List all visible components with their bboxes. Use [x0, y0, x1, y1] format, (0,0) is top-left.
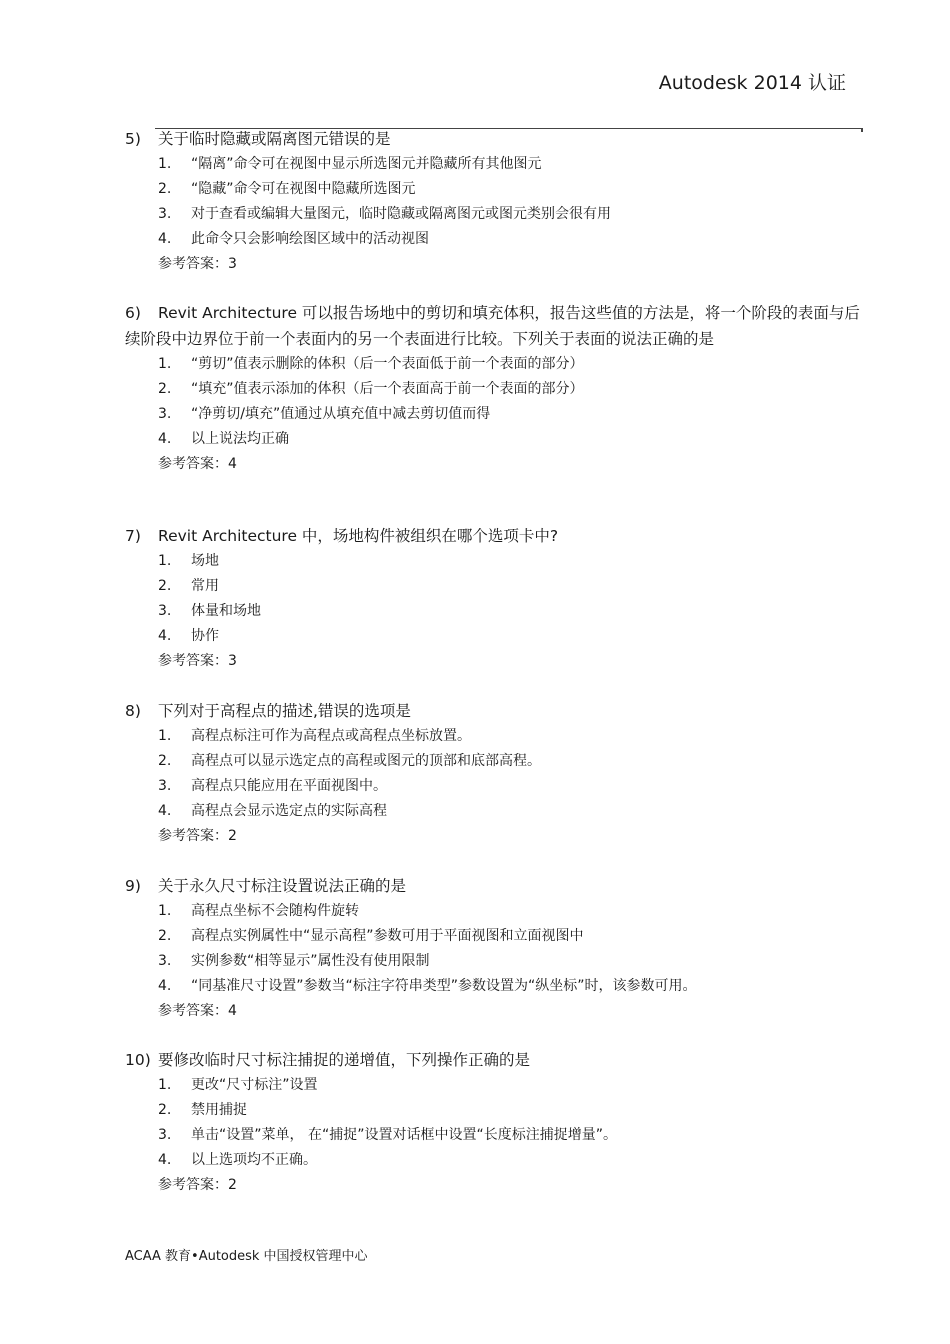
- option-item: [125, 202, 865, 227]
- option-list: [125, 724, 865, 824]
- reference-answer: 参考答案：3: [158, 653, 237, 669]
- option-number: 4.: [158, 978, 172, 994]
- question-text: 下列对于高程点的描述,错误的选项是: [158, 702, 411, 720]
- option-number: 1.: [158, 156, 172, 172]
- option-list: [125, 152, 865, 252]
- question-stem: [125, 300, 865, 352]
- option-number: 2.: [158, 753, 172, 769]
- option-item: [125, 1148, 865, 1173]
- option-text: 高程点可以显示选定点的高程或图元的顶部和底部高程。: [191, 753, 541, 769]
- option-number: 1.: [158, 728, 172, 744]
- option-item: [125, 427, 865, 452]
- option-list: [125, 352, 865, 452]
- option-item: [125, 1073, 865, 1098]
- option-number: 3.: [158, 778, 172, 794]
- option-item: [125, 177, 865, 202]
- option-item: [125, 799, 865, 824]
- option-text: “填充”值表示添加的体积（后一个表面高于前一个表面的部分）: [191, 381, 584, 397]
- question-text: 要修改临时尺寸标注捕捉的递增值，下列操作正确的是: [158, 1051, 531, 1069]
- question-text: Revit Architecture 可以报告场地中的剪切和填充体积，报告这些值的方法是，将一个阶段的表面与后续阶段中边界位于前一个表面内的另一个表面进行比较。下列关于表面的说法正确的是: [125, 304, 860, 348]
- option-text: 以上选项均不正确。: [191, 1152, 317, 1168]
- option-text: 常用: [191, 578, 219, 594]
- question-6: [125, 300, 865, 477]
- option-text: 对于查看或编辑大量图元，临时隐藏或隔离图元或图元类别会很有用: [191, 206, 611, 222]
- question-text: 关于临时隐藏或隔离图元错误的是: [158, 130, 391, 148]
- option-item: [125, 974, 865, 999]
- option-text: 场地: [191, 553, 219, 569]
- option-text: 高程点只能应用在平面视图中。: [191, 778, 387, 794]
- option-item: [125, 624, 865, 649]
- option-text: 高程点坐标不会随构件旋转: [191, 903, 359, 919]
- option-number: 2.: [158, 928, 172, 944]
- option-number: 3.: [158, 953, 172, 969]
- option-item: [125, 774, 865, 799]
- option-text: “隔离”命令可在视图中显示所选图元并隐藏所有其他图元: [191, 156, 542, 172]
- option-text: 体量和场地: [191, 603, 261, 619]
- question-7: [125, 523, 865, 674]
- option-number: 4.: [158, 1152, 172, 1168]
- option-number: 2.: [158, 1102, 172, 1118]
- option-text: “剪切”值表示删除的体积（后一个表面低于前一个表面的部分）: [191, 356, 584, 372]
- page-footer: ACAA 教育•Autodesk 中国授权管理中心: [125, 1249, 368, 1264]
- option-list: [125, 1073, 865, 1173]
- option-item: [125, 924, 865, 949]
- question-text: Revit Architecture 中，场地构件被组织在哪个选项卡中?: [158, 527, 559, 545]
- option-item: [125, 152, 865, 177]
- question-10: [125, 1047, 865, 1198]
- question-number: 10): [125, 1051, 151, 1069]
- question-number: 5): [125, 130, 141, 148]
- option-item: [125, 574, 865, 599]
- option-item: [125, 749, 865, 774]
- option-item: [125, 227, 865, 252]
- option-text: 此命令只会影响绘图区域中的活动视图: [191, 231, 429, 247]
- option-number: 3.: [158, 406, 172, 422]
- option-number: 4.: [158, 628, 172, 644]
- question-stem: [125, 698, 865, 724]
- option-number: 2.: [158, 181, 172, 197]
- option-number: 1.: [158, 356, 172, 372]
- option-item: [125, 899, 865, 924]
- option-item: [125, 724, 865, 749]
- option-number: 1.: [158, 903, 172, 919]
- reference-answer: 参考答案：4: [158, 456, 237, 472]
- question-8: [125, 698, 865, 849]
- option-number: 4.: [158, 231, 172, 247]
- option-number: 1.: [158, 1077, 172, 1093]
- question-number: 7): [125, 527, 141, 545]
- option-text: 协作: [191, 628, 219, 644]
- option-text: “同基准尺寸设置”参数当“标注字符串类型”参数设置为“纵坐标”时，该参数可用。: [191, 978, 697, 994]
- reference-answer: 参考答案：2: [158, 1177, 237, 1193]
- option-list: [125, 899, 865, 999]
- option-text: 以上说法均正确: [191, 431, 289, 447]
- option-text: 高程点实例属性中“显示高程”参数可用于平面视图和立面视图中: [191, 928, 584, 944]
- option-item: [125, 549, 865, 574]
- option-number: 1.: [158, 553, 172, 569]
- option-item: [125, 1098, 865, 1123]
- option-number: 2.: [158, 578, 172, 594]
- question-5: [125, 126, 865, 277]
- reference-answer: 参考答案：4: [158, 1003, 237, 1019]
- option-number: 4.: [158, 803, 172, 819]
- option-text: 实例参数“相等显示”属性没有使用限制: [191, 953, 430, 969]
- question-number: 6): [125, 304, 141, 322]
- question-9: [125, 873, 865, 1024]
- option-item: [125, 402, 865, 427]
- option-text: 禁用捕捉: [191, 1102, 247, 1118]
- question-stem: [125, 873, 865, 899]
- option-number: 4.: [158, 431, 172, 447]
- option-text: 高程点标注可作为高程点或高程点坐标放置。: [191, 728, 471, 744]
- question-stem: [125, 1047, 865, 1073]
- option-item: [125, 377, 865, 402]
- option-number: 3.: [158, 1127, 172, 1143]
- question-stem: [125, 126, 865, 152]
- option-item: [125, 599, 865, 624]
- option-text: “净剪切/填充”值通过从填充值中减去剪切值而得: [191, 406, 491, 422]
- reference-answer: 参考答案：3: [158, 256, 237, 272]
- option-number: 3.: [158, 603, 172, 619]
- question-stem: [125, 523, 865, 549]
- option-item: [125, 1123, 865, 1148]
- question-number: 8): [125, 702, 141, 720]
- question-number: 9): [125, 877, 141, 895]
- question-text: 关于永久尺寸标注设置说法正确的是: [158, 877, 407, 895]
- option-text: 更改“尺寸标注”设置: [191, 1077, 318, 1093]
- option-list: [125, 549, 865, 649]
- option-text: 单击“设置”菜单， 在“捕捉”设置对话框中设置“长度标注捕捉增量”。: [191, 1127, 617, 1143]
- reference-answer: 参考答案：2: [158, 828, 237, 844]
- option-item: [125, 352, 865, 377]
- option-text: 高程点会显示选定点的实际高程: [191, 803, 387, 819]
- option-number: 3.: [158, 206, 172, 222]
- option-text: “隐藏”命令可在视图中隐藏所选图元: [191, 181, 416, 197]
- option-number: 2.: [158, 381, 172, 397]
- option-item: [125, 949, 865, 974]
- page-header-title: Autodesk 2014 认证: [658, 72, 846, 94]
